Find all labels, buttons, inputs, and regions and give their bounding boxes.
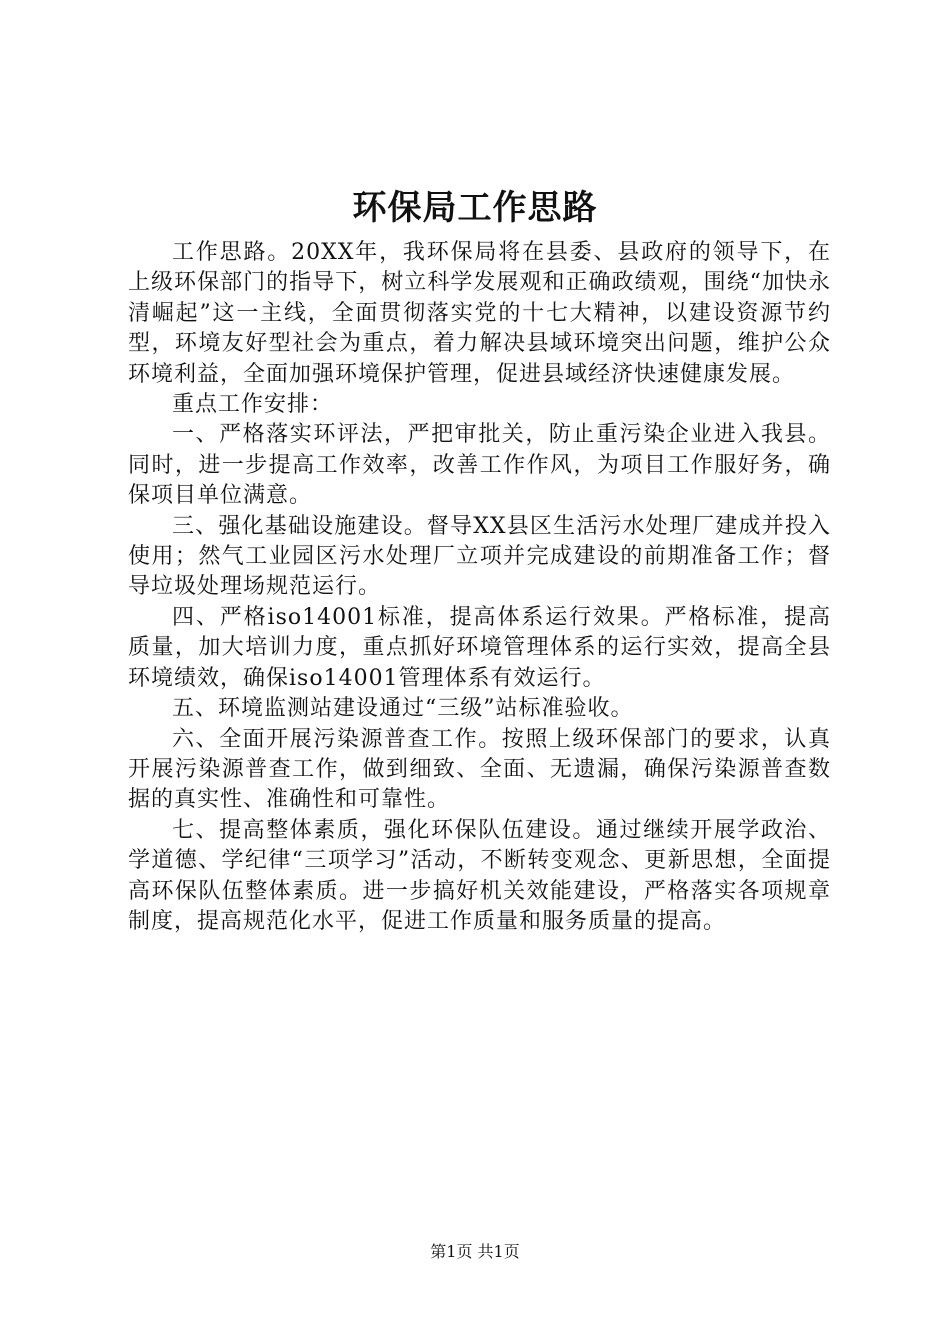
document-title: 环保局工作思路 — [352, 188, 598, 228]
paragraph-work-ideas: 工作思路。20XX年，我环保局将在县委、县政府的领导下，在上级环保部门的指导下，树立科学发展观和正确政绩观，围绕“加快永清崛起”这一主线，全面贯彻落实党的十七大精神，以建设资源节约型，环境友好型社会为重点，着力解决县域环境突出问题，维护公众环境利益，全面加强环境保护管理，促进县域经济快速健康发展。 — [128, 240, 831, 387]
document-body — [128, 238, 831, 937]
paragraph-item-7: 七、提高整体素质，强化环保队伍建设。通过继续开展学政治、学道德、学纪律“三项学习”活动，不断转变观念、更新思想，全面提高环保队伍整体素质。进一步搞好机关效能建设，严格落实各项规章制度，提高规范化水平，促进工作质量和服务质量的提高。 — [128, 817, 831, 934]
paragraph-item-3: 三、强化基础设施建设。督导XX县区生活污水处理厂建成并投入使用；然气工业园区污水处理厂立项并完成建设的前期准备工作；督导垃圾处理场规范运行。 — [128, 513, 831, 600]
paragraph-item-1: 一、严格落实环评法，严把审批关，防止重污染企业进入我县。同时，进一步提高工作效率，改善工作作风，为项目工作服好务，确保项目单位满意。 — [128, 422, 831, 509]
page-number-footer: 第1页 共1页 — [430, 1242, 520, 1261]
paragraph-key-tasks-heading: 重点工作安排： — [172, 392, 334, 418]
paragraph-item-6: 六、全面开展污染源普查工作。按照上级环保部门的要求，认真开展污染源普查工作，做到细致、全面、无遗漏，确保污染源普查数据的真实性、准确性和可靠性。 — [128, 726, 831, 813]
paragraph-item-5: 五、环境监测站建设通过“三级”站标准验收。 — [172, 696, 634, 722]
paragraph-item-4: 四、严格iso14001标准，提高体系运行效果。严格标准，提高质量，加大培训力度，重点抓好环境管理体系的运行实效，提高全县环境绩效，确保iso14001管理体系有效运行。 — [128, 604, 831, 691]
